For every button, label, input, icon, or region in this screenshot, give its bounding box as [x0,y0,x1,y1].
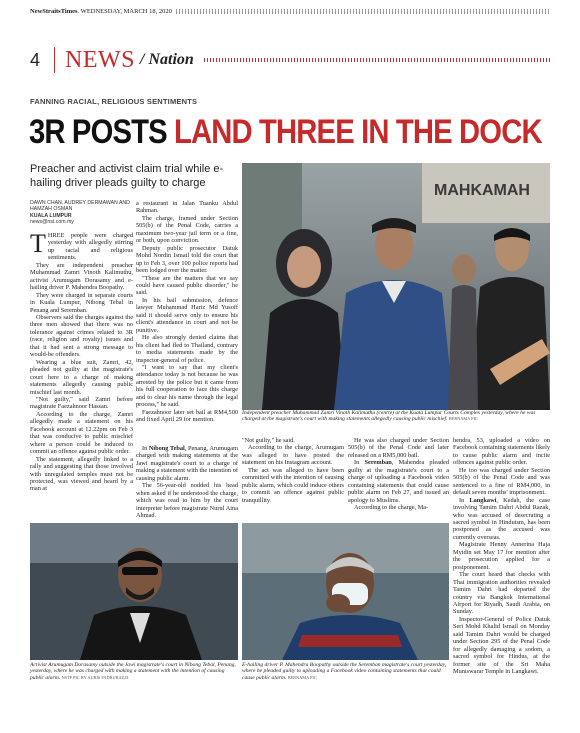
section-sub: / Nation [140,51,194,68]
article-column-2 [136,200,238,445]
article-paragraph: "These are the matters that we say could have caused public disorder," he said. [136,274,238,297]
masthead-rule [176,9,550,14]
article-paragraph: He was also charged under Section 505(b) of the Penal Code and later released on a RM5,000 bail. [348,437,449,459]
article-paragraph: The charge, framed under Section 505(b) of the Penal Code, carries a maximum two-year jail term or a fine, or both, upon conviction. [136,214,238,245]
article-paragraph: Deputy public prosecutor Datuk Mohd Nordin Ismail told the court that up to Feb 3, over 100 police reports had been lodged over the matter. [136,244,238,275]
byline-location: KUALA LUMPUR [30,212,72,219]
photo2-credit: NSTP PIC BY AURIS FADRURAZZI [61,674,129,680]
section-divider [54,47,55,73]
article-paragraph: "Not guilty," he said. [242,437,295,444]
article-paragraph: In his bail submission, defence lawyer Muhammad Hariz Md Yusoff said it should serve only to ensure his client's attendance in court and not be punitive. [136,296,238,334]
kicker: FANNING RACIAL, RELIGIOUS SENTIMENTS [30,97,198,106]
article-column-4 [348,437,449,522]
article-paragraph: Inspector-General of Police Datuk Seri Mohd Khalid Ismail on Monday said Tamim Dahri would be charged under Section 295 of the Penal Code for allegedly damaging a sodom, a sacred symbol for Hindus, at the former site of the Sri Maha Muniswarar Temple in Langkawi. [453,615,550,676]
article-paragraph: In Langkawi, Kedah, the case involving Tamim Dahri Abdul Razak, who was accused of desecrating a sacred symbol in Hinduism, has been postponed as the accused was currently overseas. [453,496,550,541]
nibong-tebal-para-2: The 56-year-old nodded his head when asked if he understood the charge, which was read to him by the court interpreter before magistrate Nurul Aina Ahmad. [136,482,238,519]
article-paragraph: The court heard that checks with Thai immigration authorities revealed Tamim Dahri had departed the country via Bangkok International Airport for Riyadh, Saudi Arabia, on Sunday. [453,571,550,616]
article-column-1 [30,232,133,502]
article-paragraph: The act was alleged to have been committed with the intention of causing public alarm, which could induce others to commit an offence against public tranquillity. [242,466,344,504]
article-paragraph: HREE people were charged yesterday with allegedly stirring up racial and religious sentiments. [47,232,133,262]
main-caption-text: Independent preacher Muhammad Zamri Vinoth Kalimuthu (centre) at the Kuala Lumpur Courts Complex yesterday, where he was charged at the magistrate's court with making statements allegedly causing public mischief. [242,410,536,423]
article-paragraph: They are independent preacher Muhammad Zamri Vinoth Kalimuthu, activist Arumugam Dorasamy and e-hailing driver P. Mahendra Boopathy. [30,261,133,292]
dropcap: T [30,232,46,258]
article-paragraph: He too was charged under Section 505(b) of the Penal Code and was sentenced to a fine of RM4,000, in default seven months' imprisonment. [453,466,550,497]
photo3-credit: BERNAMA PIC [287,674,317,680]
article-paragraph: "I want to say that my client's attendance today is not because he was arrested by the police but it came from his full cooperation to face this charge and to clear his name through the legal process," he said. [136,363,238,409]
court-sign: MAHKAMAH [434,182,530,199]
article-column-5 [453,437,550,727]
photo-mahendra-image [242,523,449,660]
main-photo-image [242,163,550,410]
photo-mahendra [242,523,449,660]
section-rule [204,58,550,62]
photo2-caption-text: Activist Arumugam Dorasamy outside the Jawi magistrate's court in Nibong Tebal, Penang, yesterday, where he was charged with making a statement with the intention of causing public alarm. [30,662,236,681]
main-caption-credit: BERNAMA PIC [448,416,478,422]
article-paragraph: Faezahnoor later set bail at RM4,500 and fixed April 29 for mention. [136,408,238,424]
nibong-tebal-para: In Nibong Tebal, Penang, Arumugam charged with making statements at the Jawi magistrate's court to a charge of making a statement with the intention of causing public alarm. [136,445,238,482]
section-header [30,44,550,76]
article-paragraph: Wearing a blue suit, Zamri, 42, pleaded not guilty at the magistrate's court here to a charge of making statements allegedly causing public mischief last month. [30,358,133,396]
article-paragraph: The statement, allegedly linked to a rally and suggesting that those involved with unregulated temples must not be protected, was viewed and heard by a man at [30,455,133,493]
headline-part2: LAND THREE IN THE DOCK [174,113,542,151]
photo2-caption [30,662,238,681]
deck: Preacher and activist claim trial while e-hailing driver pleads guilty to charge [30,163,224,189]
main-photo-caption [242,410,550,423]
article-paragraph: "Not guilty," said Zamri before magistrate Faezahnoor Hassan. [30,395,133,411]
byline-email: news@nst.com.my [30,219,74,226]
article-column-2b [136,445,238,519]
article-paragraph: In Seremban, Mahendra pleaded guilty at the magistrate's court to a charge of uploading a Facebook video containing statements that could cause public alarm on Feb 27, and issued an apology to Muslims. [348,459,449,504]
article-paragraph: hendra, 53, uploaded a video on Facebook containing statements likely to cause public alarm and incite offences against public order. [453,437,550,467]
photo-arumugam [30,523,238,660]
article-paragraph: According to the charge, Zamri allegedly made a statement on his Facebook account at 12.22pm on Feb 3 that was conducive to public mischief where a person could be induced to commit an offence against public order. [30,410,133,456]
article-paragraph: According to the charge, Arumugam was alleged to have posted the statement on his Instagram account. [242,444,344,467]
issue-date: . WEDNESDAY, MARCH 18, 2020 [77,7,172,15]
headline-part1: 3R POSTS [29,113,175,151]
paper-name: NewStraitsTimes [30,7,78,15]
page-number: 4 [30,49,41,70]
photo-arumugam-image [30,523,238,660]
article-paragraph: They were charged in separate courts in Kuala Lumpur, Nibong Tebal in Penang and Seremban. [30,291,133,314]
article-column-3 [242,437,344,522]
masthead [30,5,550,17]
article-paragraph: According to the charge, Ma- [354,504,429,512]
photo3-caption-text: E-hailing driver P. Mahendra Boopathy outside the Seremban magistrate's court yesterday, where he pleaded guilty to uploading a Facebook video containing statements that could cause public alarm. [242,662,447,681]
byline-authors: DAWN CHAN, AUDREY DERMAWAN AND HAMZAH OSMAN [30,200,130,213]
byline [30,200,140,226]
section-name: NEWS [65,46,135,73]
photo3-caption [242,662,449,681]
article-paragraph: Observers said the charges against the three men showed that there was no tolerance against crimes related to 3R (race, religion and royalty) issues and that it had sent a strong message to would-be offenders. [30,313,133,359]
article-paragraph: Magistrate Henny Annerina Haja Myidin set May 17 for mention after the prosecution applied for a postponement. [453,541,550,571]
main-photo [242,163,550,410]
article-paragraph: He also strongly denied claims that his client had fled to Thailand, contrary to media statements made by the inspector-general of police. [136,334,238,364]
article-paragraph: a restaurant in Jalan Tuanku Abdul Rahman. [136,200,238,215]
headline [29,113,542,152]
